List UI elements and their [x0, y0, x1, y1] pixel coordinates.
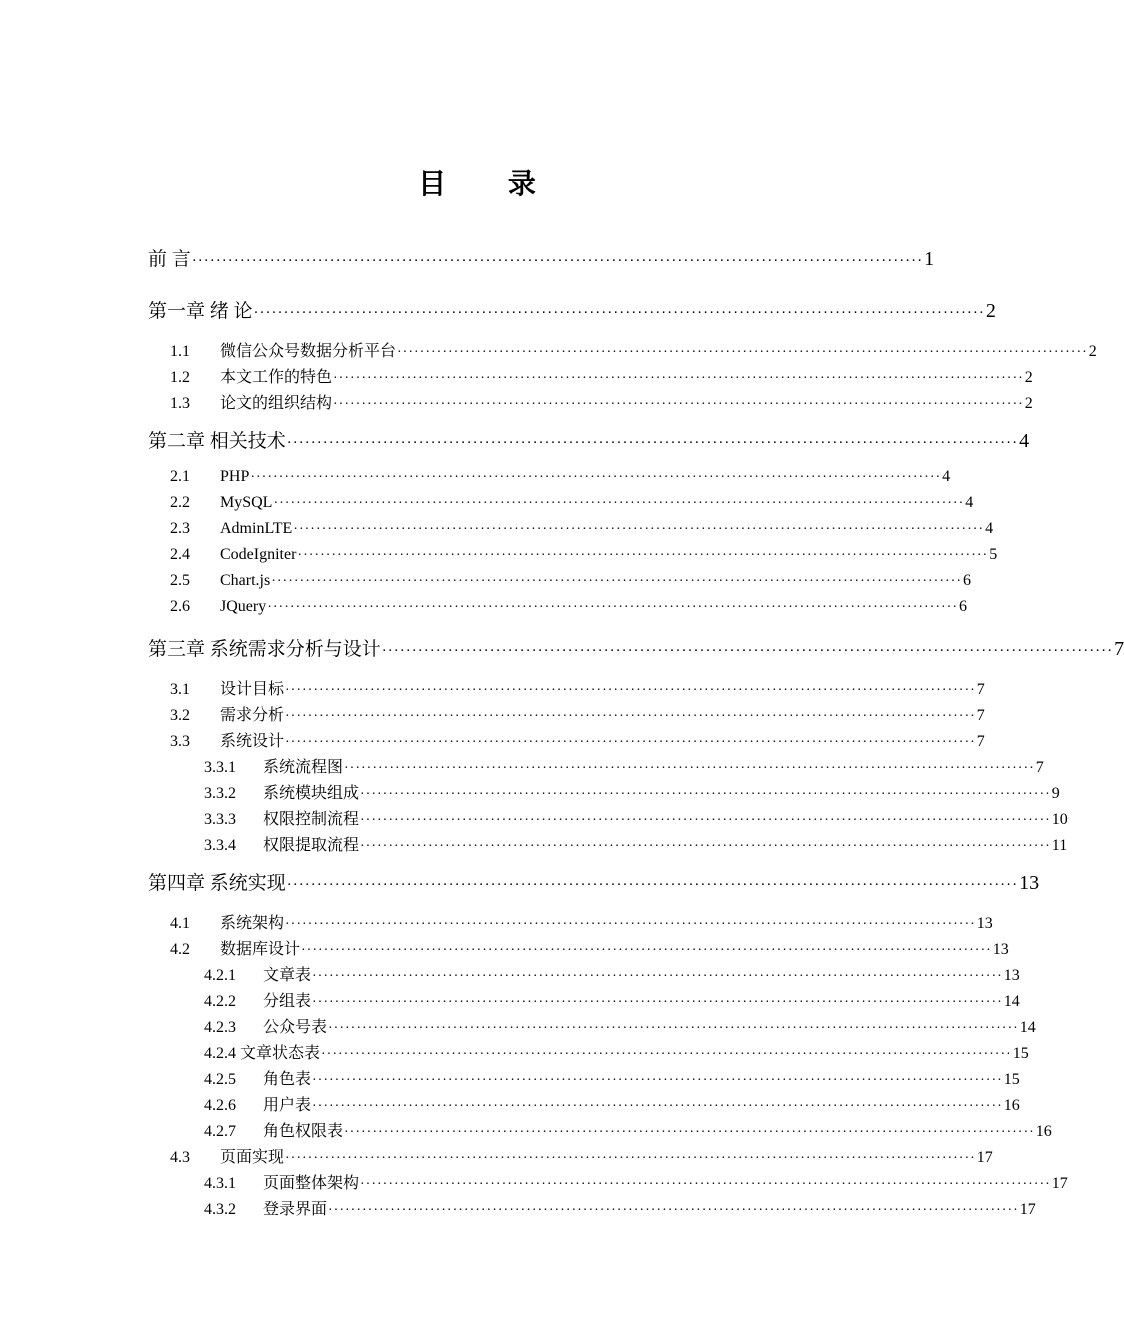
toc-entry-page: 2	[985, 300, 996, 322]
toc-entry[interactable]	[170, 338, 1097, 361]
dot-leader: ··························································································································	[271, 574, 962, 589]
toc-entry-title: 论文的组织结构	[220, 395, 333, 412]
toc-entry-number: 2.6	[170, 598, 190, 615]
toc-entry-title: 公众号表	[263, 1019, 328, 1036]
dot-leader: ··························································································································	[285, 735, 976, 750]
toc-entry[interactable]	[204, 1040, 1029, 1063]
toc-entry[interactable]	[170, 546, 998, 564]
toc-entry-number: 4.2	[170, 941, 190, 958]
toc-entry-page: 13	[1019, 872, 1040, 894]
dot-leader: ··························································································································	[253, 305, 985, 321]
dot-leader: ··························································································································	[344, 1125, 1035, 1140]
toc-entry-title: 页面实现	[220, 1149, 285, 1166]
toc-entry[interactable]	[170, 494, 974, 512]
toc-entry-page: 1	[924, 248, 935, 270]
toc-entry-page: 15	[1012, 1045, 1029, 1062]
toc-entry[interactable]	[170, 598, 967, 616]
toc-entry-page: 16	[1035, 1123, 1052, 1140]
toc-entry[interactable]	[170, 468, 951, 486]
toc-entry-title: 文章表	[263, 967, 312, 984]
toc-entry-number: 4.3	[170, 1149, 190, 1166]
toc-entry[interactable]	[170, 390, 1033, 413]
toc-entry-title: 第三章 系统需求分析与设计	[148, 639, 381, 660]
toc-entry[interactable]	[170, 702, 985, 725]
toc-entry-page: 11	[1051, 837, 1068, 854]
dot-leader: ··························································································································	[285, 917, 976, 932]
toc-entry-page: 17	[1019, 1201, 1036, 1218]
toc-entry[interactable]	[170, 520, 994, 538]
toc-entry[interactable]	[148, 296, 996, 323]
dot-leader: ··························································································································	[312, 969, 1003, 984]
toc-entry-page: 17	[976, 1149, 993, 1166]
toc-entry-number: 3.3.3	[204, 811, 236, 828]
toc-entry[interactable]	[170, 364, 1033, 387]
toc-entry-title: AdminLTE	[220, 520, 293, 537]
toc-entry-number: 1.2	[170, 369, 190, 386]
toc-entry-number: 3.3.1	[204, 759, 236, 776]
dot-leader: ··························································································································	[297, 548, 989, 563]
dot-leader: ··························································································································	[328, 1021, 1019, 1036]
dot-leader: ··························································································································	[312, 1099, 1003, 1114]
toc-entry[interactable]	[204, 1092, 1020, 1115]
toc-entry-title: 权限提取流程	[263, 837, 360, 854]
toc-entry-number: 1.1	[170, 343, 190, 360]
dot-leader: ··························································································································	[285, 709, 976, 724]
toc-entry-number: 2.4	[170, 546, 190, 563]
toc-entry-title: 本文工作的特色	[220, 369, 333, 386]
toc-entry[interactable]	[170, 728, 985, 751]
toc-entry-number: 3.3.2	[204, 785, 236, 802]
toc-entry[interactable]	[204, 780, 1060, 803]
toc-entry-title: 页面整体架构	[263, 1175, 360, 1192]
dot-leader: ··························································································································	[333, 397, 1024, 412]
toc-entry-number: 4.3.2	[204, 1201, 236, 1218]
toc-entry-number: 4.2.5	[204, 1071, 236, 1088]
toc-entry-number: 3.3.4	[204, 837, 236, 854]
toc-entry-number: 4.2.6	[204, 1097, 236, 1114]
toc-entry-title: 4.2.4 文章状态表	[204, 1045, 321, 1062]
toc-entry-title: 第四章 系统实现	[148, 873, 286, 894]
dot-leader: ··························································································································	[360, 813, 1051, 828]
toc-entry-title: PHP	[220, 468, 250, 485]
toc-entry-title: 系统流程图	[263, 759, 344, 776]
toc-entry-number: 4.2.7	[204, 1123, 236, 1140]
toc-entry-page: 10	[1051, 811, 1068, 828]
toc-entry-title: 登录界面	[263, 1201, 328, 1218]
toc-entry[interactable]	[148, 868, 1040, 895]
toc-title: 目 录	[418, 167, 562, 200]
dot-leader: ··························································································································	[321, 1047, 1012, 1062]
toc-entry[interactable]	[204, 832, 1068, 855]
dot-leader: ··························································································································	[397, 345, 1088, 360]
dot-leader: ··························································································································	[312, 1073, 1003, 1088]
toc-entry-number: 4.2.3	[204, 1019, 236, 1036]
dot-leader: ··························································································································	[301, 943, 992, 958]
toc-entry-title: 第二章 相关技术	[148, 431, 286, 452]
toc-entry-title: 需求分析	[220, 707, 285, 724]
toc-entry-title: 系统设计	[220, 733, 285, 750]
toc-entry-title: 数据库设计	[220, 941, 301, 958]
toc-entry-page: 6	[963, 572, 971, 589]
dot-leader: ··························································································································	[360, 1177, 1051, 1192]
toc-entry-page: 14	[1019, 1019, 1036, 1036]
toc-entry-page: 14	[1003, 993, 1020, 1010]
toc-entry-page: 4	[965, 494, 974, 511]
toc-entry-page: 15	[1003, 1071, 1020, 1088]
toc-entry-page: 7	[1114, 638, 1124, 660]
toc-entry[interactable]	[170, 572, 971, 590]
toc-entry-page: 9	[1051, 785, 1060, 802]
toc-entry-page: 4	[985, 520, 994, 537]
toc-entry-title: 系统模块组成	[263, 785, 360, 802]
dot-leader: ··························································································································	[333, 371, 1024, 386]
toc-entry[interactable]	[204, 962, 1020, 985]
toc-entry-page: 2	[1024, 369, 1033, 386]
toc-entry-page: 6	[959, 598, 967, 615]
toc-entry-title: 设计目标	[220, 681, 285, 698]
toc-entry-number: 3.2	[170, 707, 190, 724]
dot-leader: ··························································································································	[286, 877, 1019, 893]
toc-entry[interactable]	[148, 426, 1030, 453]
toc-entry[interactable]	[204, 1118, 1052, 1141]
toc-entry[interactable]	[204, 1170, 1068, 1193]
dot-leader: ··························································································································	[285, 1151, 976, 1166]
toc-entry-number: 4.2.1	[204, 967, 236, 984]
toc-entry-title: CodeIgniter	[220, 546, 297, 563]
toc-entry-title: 用户表	[263, 1097, 312, 1114]
toc-entry-number: 2.1	[170, 468, 190, 485]
toc-entry-number: 2.2	[170, 494, 190, 511]
toc-entry-title: MySQL	[220, 494, 273, 511]
toc-entry[interactable]	[148, 634, 1124, 661]
toc-entry-number: 2.5	[170, 572, 190, 589]
toc-entry-title: 第一章 绪 论	[148, 301, 253, 322]
toc-entry-page: 16	[1003, 1097, 1020, 1114]
toc-entry-page: 2	[1088, 343, 1097, 360]
toc-entry-number: 1.3	[170, 395, 190, 412]
toc-entry-title: 分组表	[263, 993, 312, 1010]
toc-entry-title: 系统架构	[220, 915, 285, 932]
toc-entry-title: 微信公众号数据分析平台	[220, 343, 397, 360]
toc-entry[interactable]	[204, 754, 1044, 777]
toc-entry-page: 2	[1024, 395, 1033, 412]
toc-entry-page: 7	[976, 681, 985, 698]
dot-leader: ··························································································································	[267, 600, 958, 615]
dot-leader: ··························································································································	[250, 470, 942, 485]
toc-entry-title: 角色表	[263, 1071, 312, 1088]
toc-entry[interactable]	[170, 936, 1009, 959]
toc-entry-page: 7	[976, 707, 985, 724]
dot-leader: ··························································································································	[360, 839, 1051, 854]
toc-entry-page: 13	[1003, 967, 1020, 984]
dot-leader: ··························································································································	[360, 787, 1051, 802]
toc-entry-page: 13	[992, 941, 1009, 958]
toc-entry-number: 3.1	[170, 681, 190, 698]
dot-leader: ··························································································································	[344, 761, 1035, 776]
toc-entry[interactable]	[148, 244, 935, 271]
toc-entry-page: 7	[976, 733, 985, 750]
toc-entry-page: 17	[1051, 1175, 1068, 1192]
dot-leader: ··························································································································	[328, 1203, 1019, 1218]
toc-entry-title: 角色权限表	[263, 1123, 344, 1140]
toc-entry[interactable]	[204, 1196, 1036, 1219]
dot-leader: ··························································································································	[191, 253, 924, 269]
toc-entry-page: 7	[1035, 759, 1044, 776]
toc-entry[interactable]	[204, 806, 1068, 829]
toc-entry[interactable]	[170, 676, 985, 699]
toc-entry-title: JQuery	[220, 598, 267, 615]
toc-entry-title: 前 言	[148, 249, 191, 270]
toc-entry-title: Chart.js	[220, 572, 271, 589]
dot-leader: ··························································································································	[286, 435, 1019, 451]
dot-leader: ··························································································································	[293, 522, 985, 537]
toc-entry[interactable]	[204, 1014, 1036, 1037]
toc-entry-number: 3.3	[170, 733, 190, 750]
dot-leader: ··························································································································	[273, 496, 965, 511]
toc-entry[interactable]	[204, 1066, 1020, 1089]
toc-entry-number: 4.1	[170, 915, 190, 932]
toc-entry-number: 4.2.2	[204, 993, 236, 1010]
toc-entry-page: 5	[989, 546, 998, 563]
toc-entry-number: 2.3	[170, 520, 190, 537]
dot-leader: ··························································································································	[381, 643, 1114, 659]
toc-entry-title: 权限控制流程	[263, 811, 360, 828]
dot-leader: ··························································································································	[312, 995, 1003, 1010]
toc-entry-page: 13	[976, 915, 993, 932]
toc-entry-page: 4	[942, 468, 951, 485]
dot-leader: ··························································································································	[285, 683, 976, 698]
toc-entry-number: 4.3.1	[204, 1175, 236, 1192]
toc-entry[interactable]	[204, 988, 1020, 1011]
toc-entry-page: 4	[1019, 430, 1030, 452]
toc-entry[interactable]	[170, 910, 993, 933]
toc-entry[interactable]	[170, 1144, 993, 1167]
